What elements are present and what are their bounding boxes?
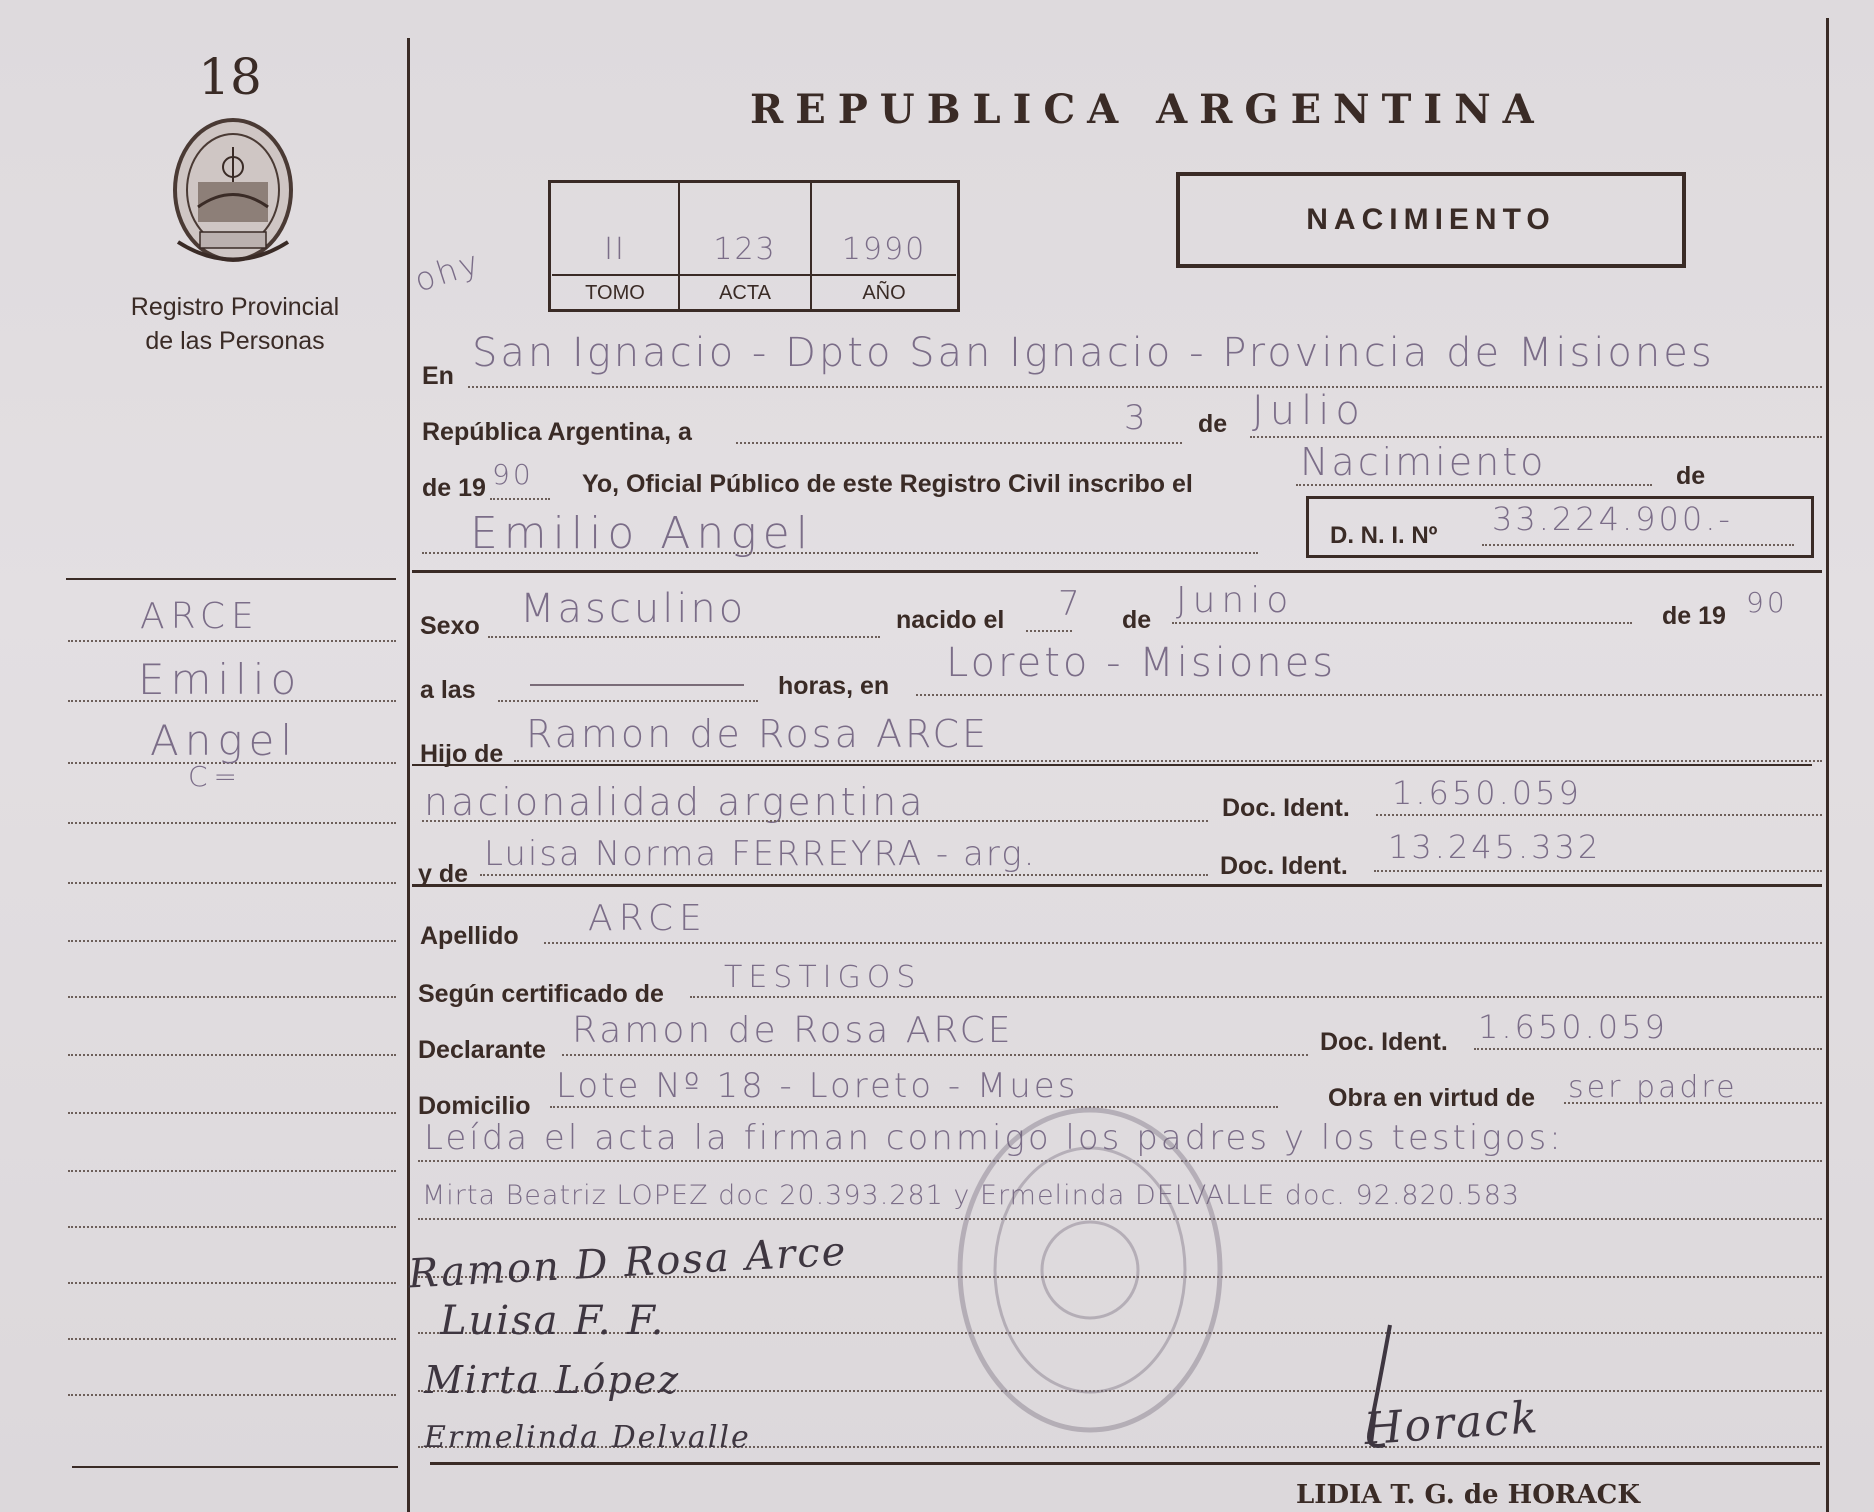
margin-note: ohy bbox=[409, 242, 487, 300]
yde-label: y de bbox=[418, 860, 469, 888]
declarante-line bbox=[562, 1054, 1308, 1056]
sexo-line bbox=[488, 636, 880, 638]
bottom-rule bbox=[430, 1462, 1820, 1465]
dni-value: 33.224.900.- bbox=[1492, 500, 1733, 538]
father-line bbox=[514, 760, 1822, 762]
mother-name: Luisa Norma FERREYRA - arg. bbox=[484, 834, 1037, 874]
alas-line bbox=[498, 700, 758, 702]
country-title: REPUBLICA ARGENTINA bbox=[750, 86, 1546, 133]
index-mark: C= bbox=[188, 760, 244, 793]
birth-month-value: Junio bbox=[1176, 580, 1295, 621]
index-line-15 bbox=[72, 1466, 398, 1468]
doc-ident-label-1: Doc. Ident. bbox=[1222, 794, 1350, 822]
registry-name-line2: de las Personas bbox=[145, 327, 325, 355]
month-value: Julio bbox=[1252, 388, 1366, 434]
person-name: Emilio Angel bbox=[470, 508, 814, 559]
act-type-line bbox=[1296, 484, 1652, 486]
birth-place-value: Loreto - Misiones bbox=[946, 640, 1337, 686]
en-line bbox=[468, 386, 1822, 388]
acta-value: 123 bbox=[713, 232, 777, 267]
note-line-1: Leída el acta la firman conmigo los padres y los testigos: bbox=[424, 1118, 1564, 1158]
signature-mother: Luisa F. F. bbox=[440, 1298, 666, 1344]
declarante-doc-value: 1.650.059 bbox=[1478, 1008, 1668, 1046]
registry-stamp-icon bbox=[950, 1100, 1230, 1440]
nationality-line bbox=[422, 820, 1208, 822]
oficial-text: Yo, Oficial Público de este Registro Civil inscribo el bbox=[582, 470, 1193, 498]
sidebar-divider bbox=[66, 578, 396, 580]
day-line bbox=[736, 442, 1182, 444]
father-divider bbox=[412, 764, 1812, 766]
segun-value: TESTIGOS bbox=[724, 960, 922, 995]
birth-day-line bbox=[1026, 630, 1072, 632]
alas-label: a las bbox=[420, 676, 476, 704]
tomo-label: TOMO bbox=[585, 282, 645, 304]
sexo-label: Sexo bbox=[420, 612, 480, 640]
person-name-line bbox=[422, 552, 1258, 554]
year-suffix: 90 bbox=[492, 458, 534, 491]
dni-label: D. N. I. Nº bbox=[1330, 522, 1438, 549]
year-prefix: de 19 bbox=[422, 474, 486, 502]
declarante-value: Ramon de Rosa ARCE bbox=[572, 1010, 1014, 1051]
domicilio-value: Lote Nº 18 - Loreto - Mues bbox=[556, 1066, 1079, 1106]
ano-value: 1990 bbox=[841, 232, 927, 267]
note-line-2: Mirta Beatriz LOPEZ doc 20.393.281 y Ermelinda DELVALLE doc. 92.820.583 bbox=[422, 1180, 1521, 1211]
official-name: LIDIA T. G. de HORACK bbox=[1296, 1480, 1640, 1510]
section-divider-1 bbox=[412, 570, 1822, 573]
en-label: En bbox=[422, 362, 454, 390]
index-surname: ARCE bbox=[140, 596, 260, 637]
act-type-value: Nacimiento bbox=[1300, 440, 1547, 484]
hijo-label: Hijo de bbox=[420, 740, 504, 768]
index-name-1: Emilio bbox=[138, 655, 303, 704]
index-line-9 bbox=[68, 1112, 396, 1114]
index-line-5 bbox=[68, 882, 396, 884]
de-label-1: de bbox=[1198, 410, 1228, 438]
ano-label: AÑO bbox=[862, 282, 906, 304]
sexo-value: Masculino bbox=[520, 586, 747, 632]
apellido-line bbox=[544, 942, 1822, 944]
signature-witness-1: Mirta López bbox=[424, 1358, 681, 1402]
apellido-label: Apellido bbox=[420, 922, 519, 950]
horas-label: horas, en bbox=[778, 672, 890, 700]
doc-ident-label-3: Doc. Ident. bbox=[1320, 1028, 1448, 1056]
obra-value: ser padre bbox=[1568, 1070, 1738, 1105]
signature-official-stroke bbox=[1350, 1320, 1430, 1460]
index-name-2: Angel bbox=[150, 716, 299, 765]
doc-ident-label-2: Doc. Ident. bbox=[1220, 852, 1348, 880]
acta-label: ACTA bbox=[719, 282, 771, 304]
nacido-label: nacido el bbox=[896, 606, 1005, 634]
tomo-value: II bbox=[604, 232, 626, 267]
dni-line bbox=[1482, 544, 1794, 546]
domicilio-label: Domicilio bbox=[418, 1092, 531, 1120]
mother-doc-line bbox=[1374, 870, 1822, 872]
de-label-2: de bbox=[1676, 462, 1706, 490]
certificate-type: NACIMIENTO bbox=[1306, 203, 1556, 236]
republica-label: República Argentina, a bbox=[422, 418, 692, 446]
registry-name-line1: Registro Provincial bbox=[130, 293, 340, 321]
segun-line bbox=[690, 996, 1822, 998]
place-value: San Ignacio - Dpto San Ignacio - Provincia de Misiones bbox=[472, 330, 1715, 376]
index-line-6 bbox=[68, 940, 396, 942]
signature-official: Horack bbox=[1362, 1391, 1542, 1456]
record-box-rule bbox=[552, 274, 956, 276]
page-number: 18 bbox=[198, 48, 262, 106]
declarante-doc-line bbox=[1474, 1048, 1822, 1050]
obra-label: Obra en virtud de bbox=[1328, 1084, 1535, 1112]
mother-doc-value: 13.245.332 bbox=[1388, 828, 1602, 866]
month-line bbox=[1250, 436, 1822, 438]
index-line-12 bbox=[68, 1282, 396, 1284]
birth-place-line bbox=[916, 694, 1822, 696]
index-line-13 bbox=[68, 1338, 396, 1340]
father-doc-line bbox=[1376, 814, 1822, 816]
day-value: 3 bbox=[1124, 398, 1152, 438]
index-line-1 bbox=[68, 640, 396, 642]
main-right-border bbox=[1826, 18, 1829, 1512]
signature-father: Ramon D Rosa Arce bbox=[407, 1228, 849, 1298]
segun-label: Según certificado de bbox=[418, 980, 664, 1008]
nationality-value: nacionalidad argentina bbox=[424, 780, 926, 824]
birth-month-line bbox=[1172, 622, 1632, 624]
index-line-8 bbox=[68, 1054, 396, 1056]
declarante-label: Declarante bbox=[418, 1036, 546, 1064]
birth-year-suffix: 90 bbox=[1746, 586, 1788, 619]
mother-line bbox=[480, 874, 1208, 876]
index-line-4 bbox=[68, 822, 396, 824]
index-line-7 bbox=[68, 996, 396, 998]
index-line-14 bbox=[68, 1394, 396, 1396]
parents-divider bbox=[412, 884, 1822, 887]
father-name: Ramon de Rosa ARCE bbox=[526, 712, 990, 756]
signature-witness-2: Ermelinda Delvalle bbox=[424, 1420, 751, 1455]
birth-de-label: de bbox=[1122, 606, 1152, 634]
apellido-value: ARCE bbox=[588, 898, 708, 939]
birth-year-label: de 19 bbox=[1662, 602, 1726, 630]
birth-day-value: 7 bbox=[1058, 584, 1086, 624]
year-line bbox=[490, 498, 550, 500]
father-doc-value: 1.650.059 bbox=[1392, 774, 1582, 812]
province-seal-icon bbox=[158, 112, 308, 272]
alas-dash bbox=[530, 684, 744, 686]
index-line-10 bbox=[68, 1170, 396, 1172]
index-line-11 bbox=[68, 1226, 396, 1228]
